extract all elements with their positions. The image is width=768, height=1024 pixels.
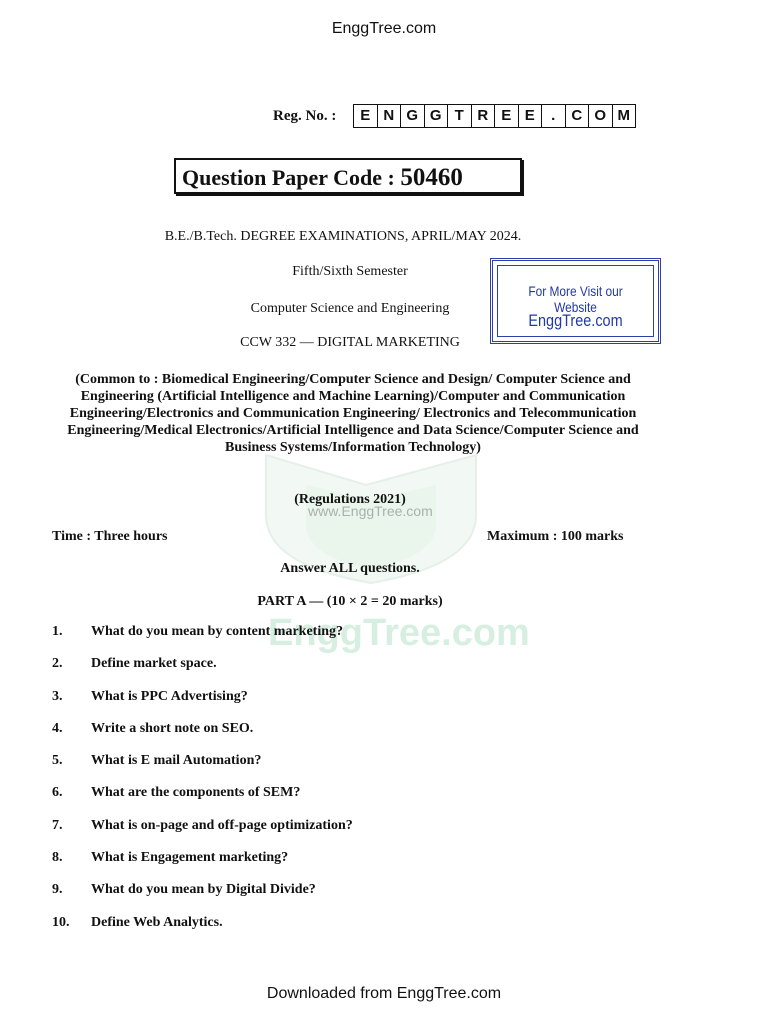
question-number: 3. [52,688,63,704]
question-text: Write a short note on SEO. [91,720,254,736]
reg-no-cell: M [617,107,630,124]
question-list [52,624,672,947]
website-box [490,258,661,344]
website-box-line2: EnggTree.com [528,311,623,330]
reg-no-cell: O [589,105,613,127]
question-text: Define Web Analytics. [91,914,223,930]
question-text: Define market space. [91,656,217,672]
question-item [52,818,672,850]
reg-no-cell: E [354,105,378,127]
question-item [52,882,672,914]
question-text: What is PPC Advertising? [91,688,248,704]
reg-no-cell: G [425,105,449,127]
question-item [52,721,672,753]
website-box-line1: For More Visit our Website [528,283,623,315]
question-text: What is E mail Automation? [91,753,262,769]
question-item [52,656,672,688]
question-text: What do you mean by Digital Divide? [91,882,316,898]
question-number: 7. [52,817,63,833]
reg-no-label: Reg. No. : [273,108,337,124]
question-number: 4. [52,720,63,736]
question-paper-code-value: 50460 [400,164,463,191]
question-number: 1. [52,624,63,639]
question-item [52,850,672,882]
question-text: What are the components of SEM? [91,785,301,801]
reg-no-cell: C [566,105,590,127]
watermark-url: www.EnggTree.com [308,503,433,519]
question-number: 6. [52,785,63,801]
part-heading: PART A — (10 × 2 = 20 marks) [257,594,443,609]
reg-no-boxes [353,104,636,128]
reg-no-cell: R [472,105,496,127]
reg-no-cell: N [378,105,402,127]
question-item [52,753,672,785]
question-number: 9. [52,882,63,898]
exam-title: B.E./B.Tech. DEGREE EXAMINATIONS, APRIL/MAY 2024. [164,229,522,244]
footer-download-note: Downloaded from EnggTree.com [266,985,502,1002]
question-paper-code [174,158,522,194]
reg-no-cell: . [542,105,566,127]
watermark-brand: EnggTree.com [268,612,530,654]
subject: CCW 332 — DIGITAL MARKETING [240,335,460,350]
common-to-paragraph: (Common to : Biomedical Engineering/Computer Science and Design/ Computer Science and Engineering (Artificial Intelligence and Machine Learning)/Computer and Communication Engineering/Electronics and Communication Engineering/ Electronics and Telecommunication Engineering/Medical Electronics/Artificial Intelligence and Data Science/Computer Science and Business Systems/Information Technology) [67,372,639,455]
question-item [52,689,672,721]
maximum-marks: Maximum : 100 marks [487,529,624,544]
site-header: EnggTree.com [331,20,437,37]
semester: Fifth/Sixth Semester [292,264,408,279]
question-number: 5. [52,753,63,769]
question-item [52,785,672,817]
question-number: 10. [52,914,70,930]
time-allowed: Time : Three hours [52,529,168,544]
question-paper-code-label: Question Paper Code : [182,165,395,190]
reg-no-cell: E [495,105,519,127]
question-text: What is Engagement marketing? [91,850,289,866]
question-text: What is on-page and off-page optimization? [91,817,353,833]
reg-no-cell: T [448,105,472,127]
instruction: Answer ALL questions. [280,561,420,576]
question-number: 8. [52,850,63,866]
department: Computer Science and Engineering [250,301,450,316]
reg-no-cell: G [401,105,425,127]
regulations: (Regulations 2021) [294,492,406,507]
question-number: 2. [52,656,63,672]
reg-no-cell: E [519,105,543,127]
question-item [52,915,672,947]
question-text: What do you mean by content marketing? [91,624,344,639]
question-item [52,624,672,656]
